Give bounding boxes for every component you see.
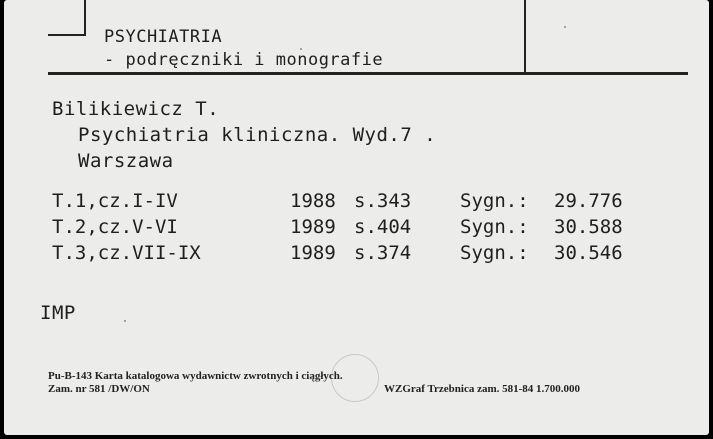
volume-pages: s.343 [354, 190, 412, 212]
paper-speck [124, 320, 126, 322]
author: Bilikiewicz T. [52, 98, 220, 120]
signature-label: Sygn.: [460, 190, 529, 212]
paper-speck [300, 48, 302, 50]
signature-label: Sygn.: [460, 242, 529, 264]
printer-line [48, 383, 688, 395]
signature-number: 29.776 [554, 190, 623, 212]
header-left-tick [48, 34, 86, 36]
signature-number: 30.546 [554, 242, 623, 264]
volume-year: 1989 [290, 242, 336, 264]
volume-pages: s.404 [354, 216, 412, 238]
location-note: IMP [40, 302, 76, 324]
volume-year: 1989 [290, 216, 336, 238]
header-right-divider [524, 0, 526, 74]
order-number: Zam. nr 581 /DW/ON [48, 383, 150, 395]
header-bottom-rule [48, 72, 688, 75]
volume-pages: s.374 [354, 242, 412, 264]
signature-number: 30.588 [554, 216, 623, 238]
volume-part: T.2,cz.V-VI [52, 216, 178, 238]
printer-imprint: WZGraf Trzebnica zam. 581-84 1.700.000 [384, 383, 581, 395]
book-title: Psychiatria kliniczna. Wyd.7 . [78, 124, 437, 146]
publication-place: Warszawa [78, 150, 174, 172]
subject-heading: PSYCHIATRIA [104, 27, 223, 47]
catalog-card [4, 0, 709, 435]
subject-subheading: - podręczniki i monografie [104, 50, 384, 70]
header-left-divider [84, 0, 86, 36]
volume-part: T.1,cz.I-IV [52, 190, 178, 212]
volume-year: 1988 [290, 190, 336, 212]
volume-part: T.3,cz.VII-IX [52, 242, 201, 264]
paper-speck [564, 26, 566, 28]
form-title: Pu-B-143 Karta katalogowa wydawnictw zwrotnych i ciągłych. [48, 370, 343, 382]
signature-label: Sygn.: [460, 216, 529, 238]
